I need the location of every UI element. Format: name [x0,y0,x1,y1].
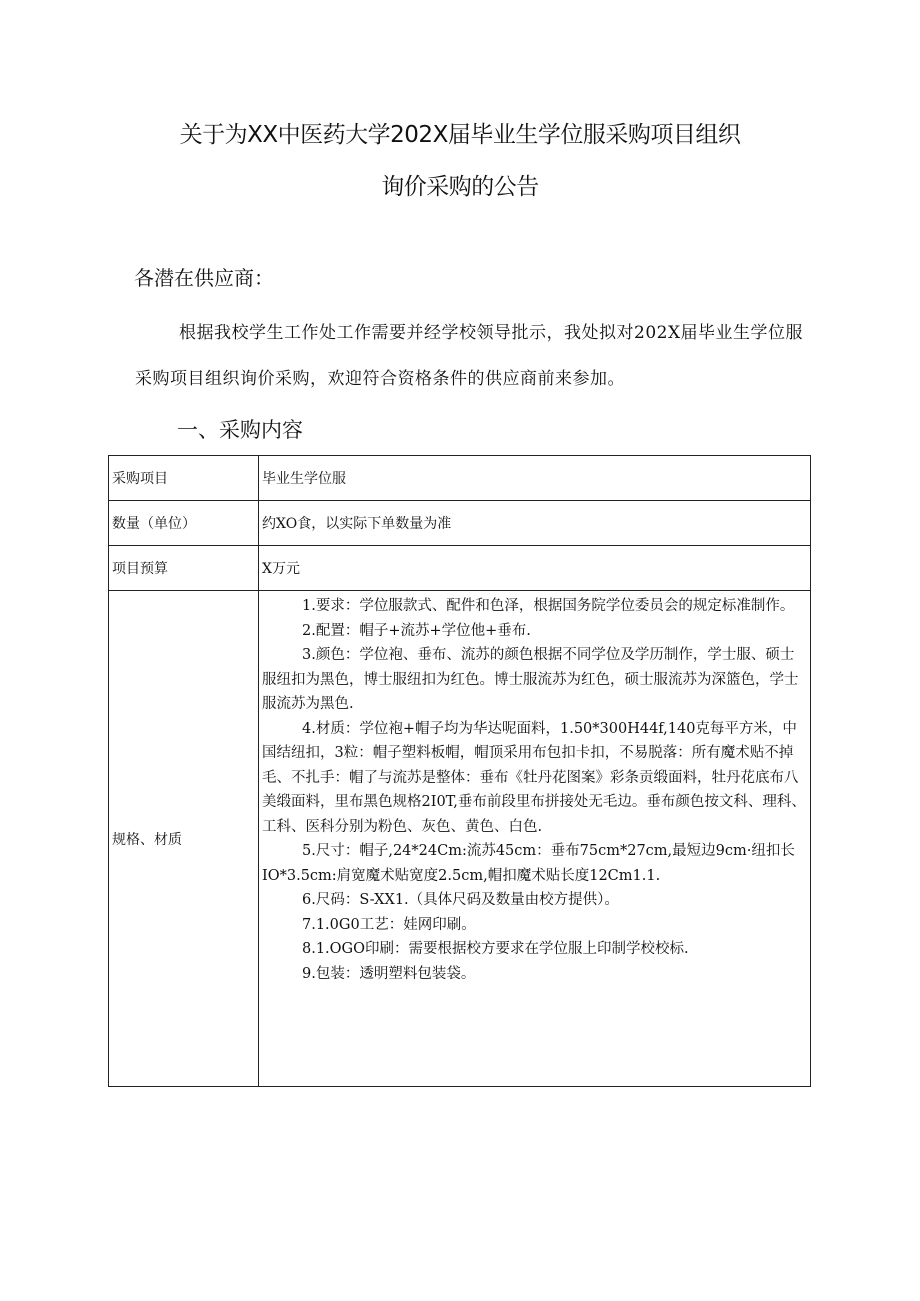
document-title-line-2: 询价采购的公告 [381,174,539,200]
row-label-quantity: 数量（单位） [109,501,259,546]
spec-item-color: 3.颜色：学位袍、垂布、流苏的颜色根据不同学位及学历制作，学士服、硕士服纽扣为黑色，博士服纽扣为红色。博士服流苏为红色，硕士服流苏为深篮色，学士服流苏为黑色. [262,647,799,712]
row-value-quantity: 约XO食，以实际下单数量为准 [259,501,811,546]
spec-item-requirements: 1.要求：学位服款式、配件和色泽，根据国务院学位委员会的规定标准制作。 [302,598,795,614]
spec-item-material: 4.材质：学位袍+帽子均为华达呢面料，1.50*300H44f,140克每平方米，中国结纽扣，3粒：帽子塑料板帽，帽顶采用布包扣卡扣，不易脱落：所有魔术贴不掉毛、不扎手：帽了与流苏是整体：垂布《牡丹花图案》彩条贡缎面料，牡丹花底布八美缎面料，里布黑色规格2I0T,垂布前段里布拼接处无毛边。垂布颜色按文科、理科、工科、医科分别为粉色、灰色、黄色、白色. [262,720,806,835]
section-heading-procurement-content: 一、采购内容 [177,418,303,442]
document-title-line-1: 关于为XX中医药大学202X届毕业生学位服采购项目组织 [179,122,741,148]
row-value-budget: X万元 [259,546,811,591]
spec-item-configuration: 2.配置：帽子+流苏+学位他+垂布. [302,622,531,639]
row-label-budget: 项目预算 [109,546,259,591]
row-label-spec: 规格、材质 [109,591,259,1087]
table-row [109,591,811,1087]
row-label-project: 采购项目 [109,456,259,501]
salutation: 各潜在供应商： [134,266,274,290]
table-row [109,501,811,546]
procurement-table [108,455,811,1087]
spec-item-dimensions: 5.尺寸：帽子,24*24Cm:流苏45cm：垂布75cm*27cm,最短边9cm·纽扣长IO*3.5cm:肩宽魔术贴宽度2.5cm,帽扣魔术贴长度12Cm1.1. [262,843,795,884]
intro-paragraph: 根据我校学生工作处工作需要并经学校领导批示，我处拟对202X届毕业生学位服采购项目组织询价采购，欢迎符合资格条件的供应商前来参加。 [135,323,804,389]
spec-item-packaging: 9.包装：透明塑料包装袋。 [302,965,476,982]
row-value-project: 毕业生学位服 [259,456,811,501]
spec-item-sizes: 6.尺码：S-XX1.（具体尺码及数量由校方提供）。 [302,892,619,908]
spec-item-craft: 7.1.0G0工艺：娃网印刷。 [302,916,476,933]
table-row [109,546,811,591]
spec-item-logo-printing: 8.1.OGO印刷：需要根据校方要求在学位服上印制学校校标. [302,941,689,957]
spec-list [259,591,811,1087]
table-row [109,456,811,501]
